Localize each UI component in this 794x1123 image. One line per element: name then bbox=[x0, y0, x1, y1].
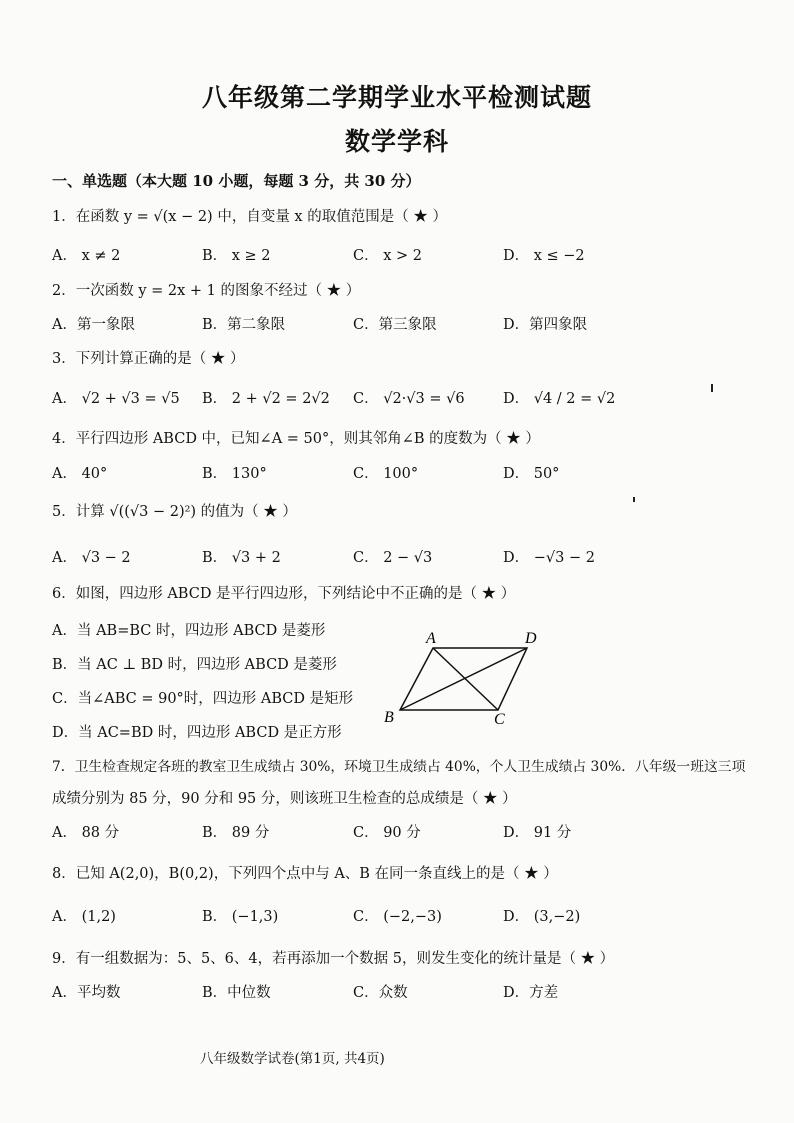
question-6-option-c: C．当∠ABC = 90°时，四边形 ABCD 是矩形 bbox=[52, 691, 354, 707]
vertex-label-c: C bbox=[494, 711, 505, 728]
question-3-option-a: A． √2 + √3 = √5 bbox=[52, 391, 180, 407]
question-7-option-a: A． 88 分 bbox=[52, 825, 120, 841]
question-6-stem: 6．如图，四边形 ABCD 是平行四边形，下列结论中不正确的是（ ★ ） bbox=[52, 586, 516, 602]
question-9-stem: 9．有一组数据为：5、5、6、4，若再添加一个数据 5，则发生变化的统计量是（ ★ ） bbox=[52, 951, 615, 967]
question-7-stem-line2: 成绩分别为 85 分，90 分和 95 分，则该班卫生检查的总成绩是（ ★ ） bbox=[52, 791, 517, 807]
question-3-stem: 3．下列计算正确的是（ ★ ） bbox=[52, 351, 245, 367]
question-5-stem: 5．计算 √((√3 − 2)²) 的值为（ ★ ） bbox=[52, 504, 297, 520]
question-2-stem: 2．一次函数 y = 2x + 1 的图象不经过（ ★ ） bbox=[52, 283, 361, 299]
question-2-option-d: D．第四象限 bbox=[503, 317, 588, 333]
page-footer: 八年级数学试卷(第1页, 共4页) bbox=[200, 1051, 385, 1067]
question-7-stem-line1: 7．卫生检查规定各班的教室卫生成绩占 30%，环境卫生成绩占 40%，个人卫生成绩占 30%．八年级一班这三项 bbox=[52, 759, 746, 775]
question-9-option-c: C．众数 bbox=[353, 985, 408, 1001]
exam-title: 八年级第二学期学业水平检测试题 bbox=[201, 83, 592, 112]
question-3-option-d: D． √4 / 2 = √2 bbox=[503, 391, 616, 407]
vertex-label-a: A bbox=[426, 630, 436, 647]
question-1-stem: 1．在函数 y = √(x − 2) 中，自变量 x 的取值范围是（ ★ ） bbox=[52, 209, 447, 225]
question-7-option-b: B． 89 分 bbox=[202, 825, 270, 841]
question-8-option-b: B． (−1,3) bbox=[202, 909, 279, 925]
question-8-option-d: D． (3,−2) bbox=[503, 909, 581, 925]
question-5-option-a: A． √3 − 2 bbox=[52, 550, 131, 566]
question-2-option-b: B．第二象限 bbox=[202, 317, 286, 333]
question-6-option-d: D．当 AC=BD 时，四边形 ABCD 是正方形 bbox=[52, 725, 342, 741]
question-6-option-b: B．当 AC ⊥ BD 时，四边形 ABCD 是菱形 bbox=[52, 657, 337, 673]
question-4-option-d: D． 50° bbox=[503, 466, 560, 482]
question-3-option-b: B． 2 + √2 = 2√2 bbox=[202, 391, 330, 407]
exam-subject: 数学学科 bbox=[344, 127, 449, 156]
question-4-option-c: C． 100° bbox=[353, 466, 419, 482]
question-1-option-a: A． x ≠ 2 bbox=[52, 248, 121, 264]
vertex-label-b: B bbox=[384, 709, 394, 726]
question-5-option-d: D． −√3 − 2 bbox=[503, 550, 595, 566]
question-5-option-b: B． √3 + 2 bbox=[202, 550, 281, 566]
question-8-stem: 8．已知 A(2,0)，B(0,2)，下列四个点中与 A、B 在同一条直线上的是（ ★ ） bbox=[52, 866, 558, 882]
question-4-option-a: A． 40° bbox=[52, 466, 108, 482]
question-9-option-a: A．平均数 bbox=[52, 985, 121, 1001]
section-heading: 一、单选题（本大题 10 小题，每题 3 分，共 30 分） bbox=[52, 172, 421, 190]
question-7-option-d: D． 91 分 bbox=[503, 825, 572, 841]
question-9-option-b: B．中位数 bbox=[202, 985, 271, 1001]
question-7-option-c: C． 90 分 bbox=[353, 825, 421, 841]
scan-speck bbox=[633, 497, 635, 502]
question-1-option-d: D． x ≤ −2 bbox=[503, 248, 585, 264]
question-8-option-c: C． (−2,−3) bbox=[353, 909, 442, 925]
question-4-option-b: B． 130° bbox=[202, 466, 267, 482]
vertex-label-d: D bbox=[525, 630, 537, 647]
question-5-option-c: C． 2 − √3 bbox=[353, 550, 433, 566]
question-4-stem: 4．平行四边形 ABCD 中，已知∠A = 50°，则其邻角∠B 的度数为（ ★ ） bbox=[52, 431, 540, 447]
question-1-option-b: B． x ≥ 2 bbox=[202, 248, 271, 264]
question-1-option-c: C． x > 2 bbox=[353, 248, 422, 264]
question-2-option-a: A．第一象限 bbox=[52, 317, 135, 333]
question-8-option-a: A． (1,2) bbox=[52, 909, 116, 925]
scan-speck bbox=[711, 384, 713, 392]
question-3-option-c: C． √2·√3 = √6 bbox=[353, 391, 465, 407]
question-6-option-a: A．当 AB=BC 时，四边形 ABCD 是菱形 bbox=[52, 623, 326, 639]
parallelogram-figure bbox=[380, 626, 550, 728]
question-2-option-c: C．第三象限 bbox=[353, 317, 437, 333]
question-9-option-d: D．方差 bbox=[503, 985, 559, 1001]
